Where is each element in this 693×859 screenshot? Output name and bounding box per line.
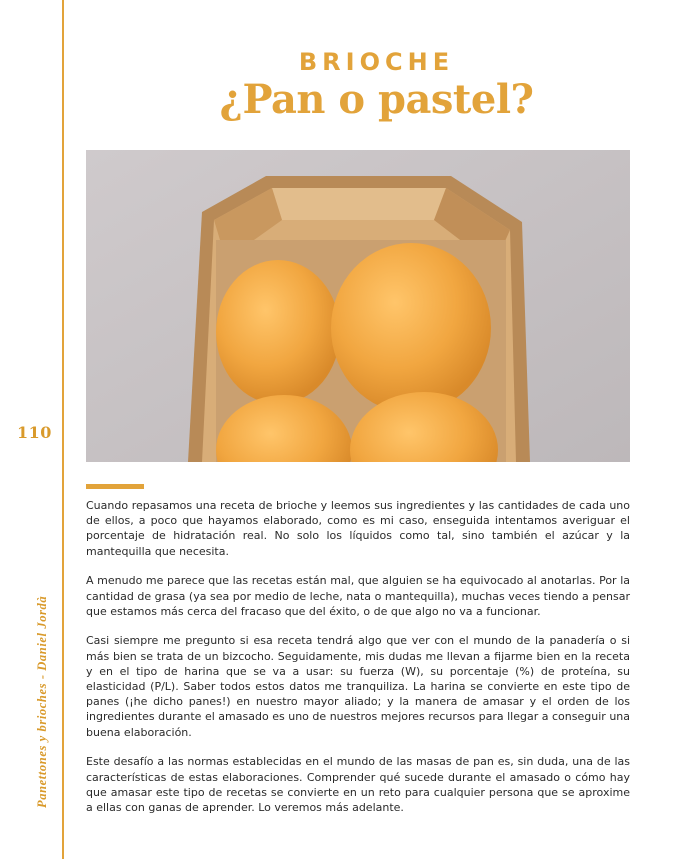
dough-ball-top-right: [331, 243, 491, 413]
section-kicker: BRIOCHE: [298, 48, 455, 76]
brioche-photo-illustration: [86, 150, 630, 462]
body-paragraph: A menudo me parece que las recetas están mal, que alguien se ha equivocado al anotarlas. Por la cantidad de grasa (ya sea por medio de leche, nata o mantequilla), muchas veces tiendo a pensar que estamos más cerca del fracaso que del éxito, o de que algo no va a funcionar.: [86, 574, 630, 618]
page-title: ¿Pan o pastel?: [219, 76, 534, 123]
body-paragraph: Casi siempre me pregunto si esa receta tendrá algo que ver con el mundo de la panadería o si más bien se trata de un bizcocho. Seguidamente, mis dudas me llevan a fijarme bien en la receta y en el tipo de harina que se va a usar: su fuerza (W), su porcentaje (%) de proteína, su elasticidad (P/L). Saber todos estos datos me tranquiliza. La harina se convierte en este tipo de panes (¡he dicho panes!) en nuestro mayor aliado; y la manera de amasar y el orden de los ingredientes durante el amasado es uno de nuestros mejores recursos para llegar a conseguir una buena elaboración.: [86, 634, 630, 739]
page-number: 110: [17, 423, 52, 442]
dough-ball-top-left: [216, 260, 340, 404]
body-text: [86, 498, 630, 830]
margin-rule: [62, 0, 64, 859]
running-footer: Panettones y brioches - Daniel Jordà: [35, 595, 49, 808]
accent-bar: [86, 484, 144, 489]
body-paragraph: Este desafío a las normas establecidas en el mundo de las masas de pan es, sin duda, una de las características de estas elaboraciones. Comprender qué sucede durante el amasado o cómo hay que amasar este tipo de recetas se convierte en un reto para cualquier persona que se aproxime a ellas con ganas de aprender. Lo veremos más adelante.: [86, 755, 630, 814]
brioche-photo: [86, 150, 630, 462]
body-paragraph: Cuando repasamos una receta de brioche y leemos sus ingredientes y las cantidades de cada uno de ellos, a poco que hayamos elaborado, como es mi caso, enseguida intentamos averiguar el porcentaje de hidratación real. No solo los líquidos como tal, sino también el azúcar y la mantequilla que necesita.: [86, 499, 630, 558]
